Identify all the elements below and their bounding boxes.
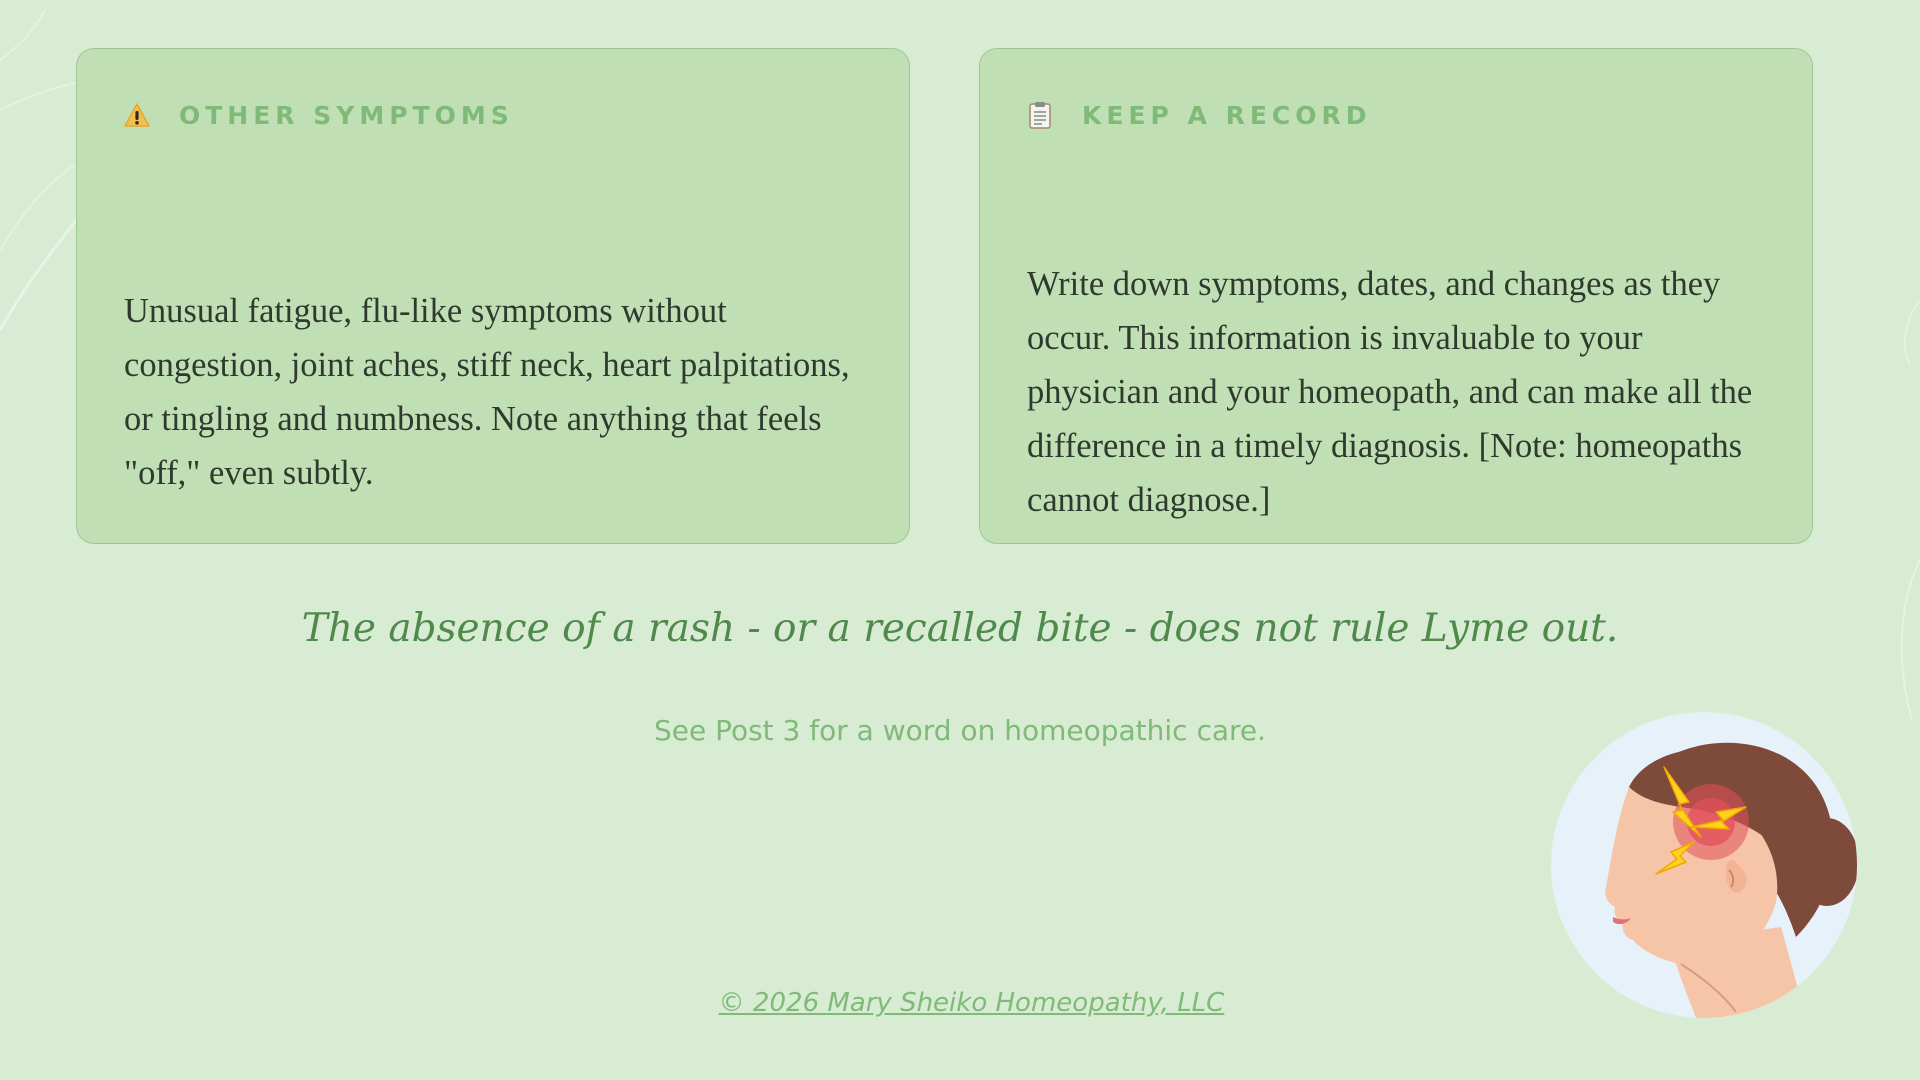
headache-woman-illustration xyxy=(1551,712,1857,1018)
other-symptoms-card xyxy=(76,48,910,544)
lyme-quote: The absence of a rash - or a recalled bite - does not rule Lyme out. xyxy=(301,606,1619,651)
card-header xyxy=(123,95,514,135)
footer xyxy=(0,988,1920,1018)
card-header xyxy=(1026,95,1372,135)
copyright-link[interactable]: © 2026 Mary Sheiko Homeopathy, LLC xyxy=(718,988,1225,1018)
post-reference-note: See Post 3 for a word on homeopathic care. xyxy=(653,714,1267,747)
keep-a-record-card xyxy=(979,48,1813,544)
clipboard-icon xyxy=(1026,100,1054,130)
warning-icon xyxy=(123,100,151,130)
card-body-text: Write down symptoms, dates, and changes as they occur. This information is invaluable to your physician and your homeopath, and can make all the difference in a timely diagnosis. [Note: homeopaths cannot diagnose.] xyxy=(1027,265,1753,519)
card-title: OTHER SYMPTOMS xyxy=(179,100,514,130)
card-title: KEEP A RECORD xyxy=(1082,100,1372,130)
card-body-text: Unusual fatigue, flu-like symptoms without congestion, joint aches, stiff neck, heart palpitations, or tingling and numbness. Note anything that feels "off," even subtly. xyxy=(124,292,850,492)
